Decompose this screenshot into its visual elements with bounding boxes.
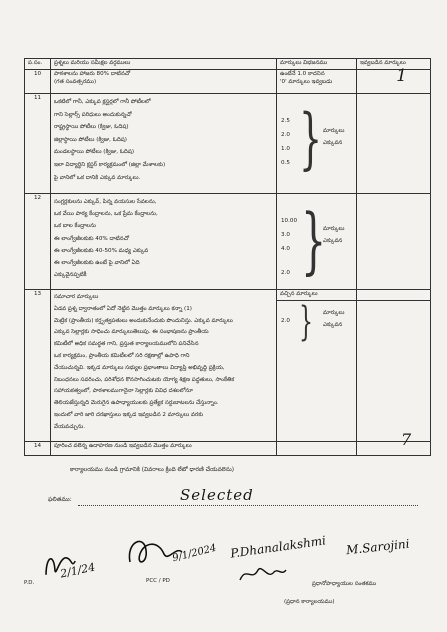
- marks-text: ఎక్కువన: [323, 237, 343, 244]
- row-given: [357, 430, 431, 456]
- row-given: [357, 94, 431, 194]
- row-item: [51, 70, 277, 94]
- member-signature: P.Dhanalakshmi: [229, 533, 327, 561]
- header-marks: మార్కులు విభజనము: [277, 59, 357, 70]
- remarks-label: ఫలితము:: [48, 496, 72, 503]
- item-line: సమాచార మార్కులు: [54, 294, 99, 300]
- mark-value: 1.0: [281, 146, 290, 152]
- table-row: [25, 442, 431, 456]
- table-row: [25, 70, 431, 94]
- mark-value: 2.0: [281, 132, 290, 138]
- item-line: నిబంధనలు సవరించు, పరిశోధన కొనసాగించుటకు యోగ్య శిక్షణ పద్ధతులు, సాంకేతిక: [54, 376, 235, 383]
- item-line: ఎక్కువ సెల్లార్లకు సాధించు మార్కులుతెలుపు. ఈ సంభాషణను ప్రాంతీయ: [54, 329, 209, 336]
- member-scribble: [238, 562, 288, 588]
- row-given: [357, 290, 431, 449]
- item-line: ఒకటిలో గానీ, ఎక్కువ క్లస్టర్లలో గానీ పోటీలలో: [54, 99, 151, 105]
- marks-subheader: వచ్చిన మార్కులు: [277, 290, 356, 301]
- headmaster-label: ప్రధానోపాధ్యాయుల సంతకము: [312, 581, 377, 587]
- pcc-sig-date: 9/1/2024: [171, 542, 218, 565]
- row-marks: [277, 70, 357, 94]
- item-line: ఒక కార్యక్రమం, ప్రాంతీయ కమిటీలలో సరి రక్షణాల్లో ఉపాధి గాని: [54, 352, 190, 359]
- item-line: మెట్రిక (ప్రాంతీయ) కర్తృత్వపతులు అందుకునేందుకు పొందునిస్తు. ఎక్కువ మార్కులు: [54, 317, 233, 324]
- remarks-handwritten: Selected: [180, 486, 254, 504]
- mark-value: 10.00: [281, 218, 298, 224]
- item-line: సహాయకత్వంలో, పాఠశాలముగానైనా సెల్లార్లకు వివిధ దశలలోనూ: [54, 388, 193, 395]
- header-item: ప్రశ్నలు మరియు సమీక్షల వర్గములు: [51, 59, 277, 70]
- row-sno: 14: [25, 442, 51, 456]
- item-line: చేయుచున్నవి. ఇక్కడ మార్కులు సభ్యుల ప్రభాంతాలు విద్యాప్తి అభివృద్ధి ప్రక్రియ,: [54, 364, 225, 371]
- header-given: ఇవ్వబడిన మార్కులు: [357, 59, 431, 70]
- row-sno: 13: [25, 290, 51, 442]
- item-line: (గత సంవత్సరము): [54, 78, 97, 85]
- marks-text: ఎక్కువన: [323, 139, 343, 146]
- row-sno: 12: [25, 194, 51, 290]
- headmaster-sublabel: (ప్రధాన కార్యాలయము): [284, 599, 335, 605]
- item-line: ఏడవ ప్రశ్న ద్వారాతంలో ఏదో నెట్టిన మొత్తం మార్కులు కన్నా (1): [54, 305, 192, 312]
- marks-text: మార్కులు: [323, 310, 345, 316]
- brace-icon: }: [299, 100, 323, 177]
- table-row: [25, 290, 431, 442]
- item-line: పాఠశాలను హాజరు 80% దాటినచో: [54, 71, 131, 77]
- row-marks: [277, 442, 357, 456]
- row-marks: [277, 94, 357, 194]
- evaluation-table: [24, 58, 431, 456]
- item-line: ఈ లాంగ్వేజీలకుకు 40% దాటినచో: [54, 235, 129, 242]
- item-line: కమిటీలో అధిక సమర్థత గాని, ప్రస్తుత కార్యాలయములోని పనిచేసిన: [54, 341, 199, 348]
- footer-note: కార్యాలయము నుండి గ్రామానికి (వివరాలు క్రింది లేటో ధారణి చేయవలెను): [70, 467, 235, 473]
- row-sno: 10: [25, 70, 51, 94]
- given-mark: 1: [396, 66, 407, 86]
- item-line: ఈ లాంగ్వేజీలకుకు 40-50% మధ్య ఎక్కువ: [54, 247, 149, 254]
- row-item: [51, 194, 277, 290]
- headmaster-signature: M.Sarojini: [345, 536, 411, 558]
- item-line: ఇందులో వారి జారి దరఖాస్తులు ఇక్కడ ఇవ్వబడిన 2 మార్కులు వరకు: [54, 411, 204, 418]
- item-line: పూరించ వలెన్న ఉదాహరణ నుండి ఇవ్వబడిన మొత్తం మార్కులు: [54, 443, 192, 449]
- mark-value: 0.5: [281, 160, 290, 166]
- item-line: ఇలా విద్యార్థిని క్లస్టర్ కార్యక్రమంలో (జిల్లా మేళాలకు): [54, 161, 166, 168]
- marks-text: '0' మార్కులు ఇవ్వబడు: [280, 78, 333, 85]
- mark-value: 4.0: [281, 246, 290, 252]
- mark-value: 2.0: [281, 318, 290, 324]
- item-line: తెలియజేస్తున్నది మెరుగైన ఉపాధ్యాయులకు ప్రత్యేక సర్దుబాటలను చేస్తున్నాం.: [54, 400, 219, 407]
- member-scribble-icon: [238, 562, 288, 584]
- row-given: [357, 66, 431, 94]
- item-line: ఈ లాంగ్వేజీలకుకు ఉంటే పై వానిలో ఏది: [54, 260, 140, 267]
- row-sno: 11: [25, 94, 51, 194]
- pd-date: 2/1/24: [59, 560, 97, 581]
- item-line: మండలస్థాయి పోటీలు (క్విజు, ఓదిష): [54, 149, 135, 156]
- marks-text: మార్కులు: [323, 128, 345, 134]
- item-line: సంగ్లర్లకులను ఎక్కువ్, పిన్న వయసుల సేవలను,: [54, 199, 157, 205]
- marks-text: ఎక్కువన: [323, 321, 343, 328]
- marks-text: ఉంటేనే 1.0 కాదనిన: [280, 71, 325, 77]
- item-line: ఎక్కువైనప్పటికీ: [54, 272, 87, 279]
- row-item: [51, 290, 277, 442]
- table-row: [25, 194, 431, 290]
- item-line: ఒక వేయి పాఠ్య కేంద్రాలను, ఒక ప్రేమ కేంద్రాలను,: [54, 211, 158, 218]
- mark-value: 3.0: [281, 232, 290, 238]
- item-line: వేయవచ్చును.: [54, 423, 85, 430]
- mark-value: 2.5: [281, 118, 290, 124]
- pcc-label: PCC / PD: [146, 578, 170, 584]
- remarks-line: [78, 505, 418, 506]
- item-line: రాష్ట్రస్థాయి పోటీలు (క్విజు, ఓదిష): [54, 124, 129, 131]
- brace-icon: }: [299, 299, 313, 345]
- pd-label: P.D.: [24, 580, 35, 586]
- row-given: [357, 194, 431, 290]
- mark-value: 2.0: [281, 270, 290, 276]
- marks-text: మార్కులు: [323, 226, 345, 232]
- row-marks: [277, 290, 357, 442]
- item-line: పై వానిలో ఒక దానికి ఎక్కువ మార్కులు.: [54, 174, 141, 181]
- header-sno: ప.సం.: [25, 59, 51, 70]
- item-line: ఒక బాల కేంద్రాలను: [54, 223, 96, 230]
- item-line: జిల్లాస్థాయి పోటీలు (క్విజు, ఓదిష): [54, 136, 127, 143]
- brace-icon: }: [301, 198, 327, 282]
- table-header-row: [25, 59, 431, 70]
- total-given-mark: 7: [401, 430, 412, 449]
- table-row: [25, 94, 431, 194]
- row-item: [51, 94, 277, 194]
- row-marks: [277, 194, 357, 290]
- row-item: [51, 442, 277, 456]
- item-line: గాని సెల్లార్స్ పరిధులు అందుకున్నచో: [54, 111, 132, 118]
